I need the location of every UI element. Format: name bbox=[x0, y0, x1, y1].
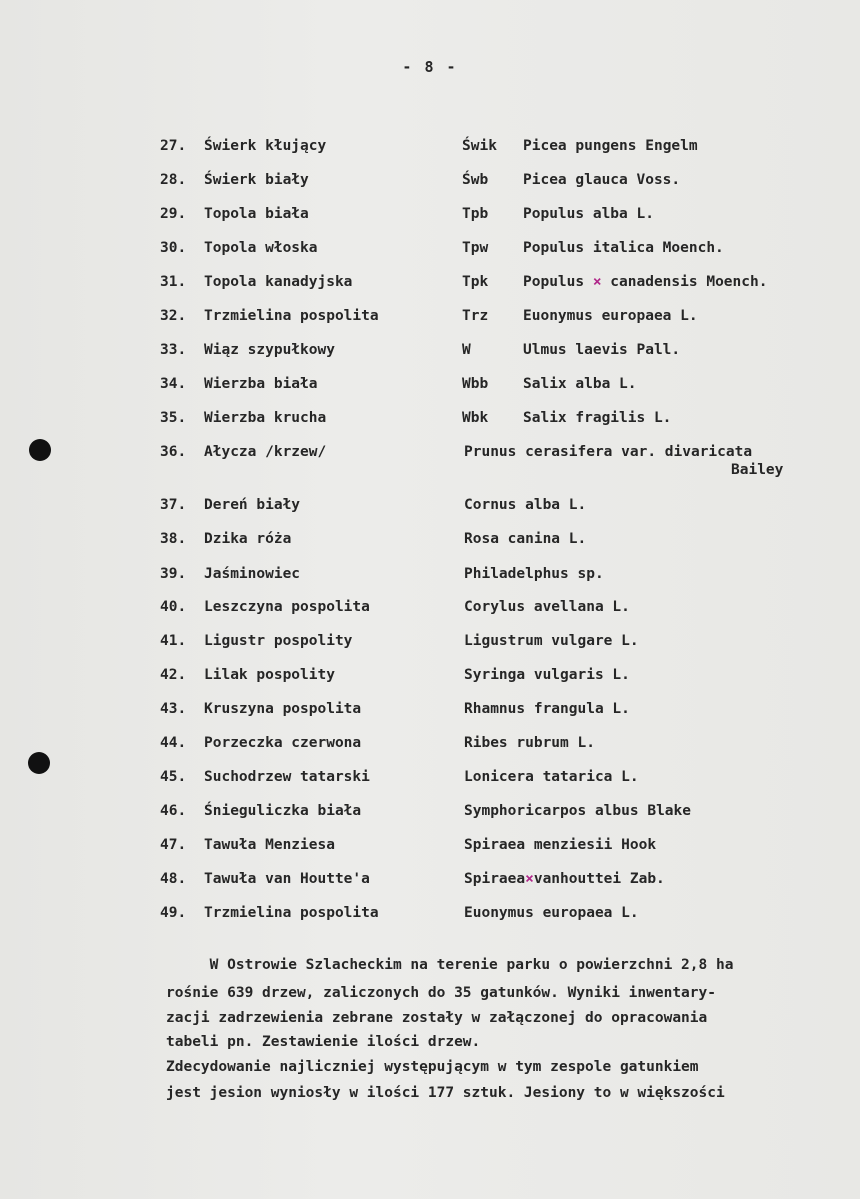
latin-name-author: L. bbox=[612, 769, 639, 785]
species-code: Wbk bbox=[462, 410, 489, 426]
polish-name: Lilak pospolity bbox=[204, 667, 335, 683]
latin-name-author: L. bbox=[568, 735, 595, 751]
latin-name-author: Hook bbox=[612, 837, 657, 853]
species-entry bbox=[160, 905, 840, 929]
species-entry bbox=[160, 342, 840, 366]
polish-name: Topola biała bbox=[204, 206, 309, 222]
entry-number: 29. bbox=[160, 206, 187, 222]
species-entry bbox=[160, 667, 840, 691]
latin-name bbox=[523, 172, 680, 188]
polish-name: Dzika róża bbox=[204, 531, 292, 547]
latin-name bbox=[464, 497, 586, 513]
latin-name bbox=[464, 769, 639, 785]
polish-name: Wierzba krucha bbox=[204, 410, 327, 426]
polish-name: Topola kanadyjska bbox=[204, 274, 353, 290]
species-entry bbox=[160, 308, 840, 332]
latin-name-author: L. bbox=[603, 599, 630, 615]
latin-name-main: Ulmus laevis bbox=[523, 342, 628, 358]
latin-name-main: Syringa vulgaris bbox=[464, 667, 604, 683]
polish-name: Tawuła van Houtte'a bbox=[204, 871, 370, 887]
entry-number: 41. bbox=[160, 633, 187, 649]
latin-name bbox=[464, 566, 604, 582]
polish-name: Topola włoska bbox=[204, 240, 318, 256]
entry-number: 28. bbox=[160, 172, 187, 188]
latin-name bbox=[523, 342, 680, 358]
polish-name: Świerk kłujący bbox=[204, 138, 327, 154]
species-entry bbox=[160, 376, 840, 400]
polish-name: Jaśminowiec bbox=[204, 566, 301, 582]
polish-name: Kruszyna pospolita bbox=[204, 701, 362, 717]
latin-name-main: Philadelphus sp. bbox=[464, 566, 604, 582]
latin-name-main: Populus bbox=[523, 274, 593, 290]
polish-name: Dereń biały bbox=[204, 497, 301, 513]
latin-name-author: L. bbox=[645, 410, 672, 426]
polish-name: Trzmielina pospolita bbox=[204, 308, 379, 324]
latin-name-main: Euonymus europaea bbox=[523, 308, 672, 324]
latin-name bbox=[523, 240, 724, 256]
species-entry bbox=[160, 274, 840, 298]
latin-name bbox=[464, 444, 752, 460]
latin-name bbox=[523, 376, 637, 392]
hybrid-mark: × bbox=[525, 871, 534, 887]
entry-number: 46. bbox=[160, 803, 187, 819]
species-entry bbox=[160, 735, 840, 759]
polish-name: Wierzba biała bbox=[204, 376, 318, 392]
entry-number: 35. bbox=[160, 410, 187, 426]
species-code: Tpw bbox=[462, 240, 489, 256]
species-entry bbox=[160, 633, 840, 657]
entry-number: 45. bbox=[160, 769, 187, 785]
latin-name-main: Populus italica bbox=[523, 240, 654, 256]
latin-name bbox=[523, 138, 698, 154]
paragraph-line: tabeli pn. Zestawienie ilości drzew. bbox=[166, 1034, 481, 1050]
latin-name-author: Blake bbox=[638, 803, 691, 819]
latin-name-author: Pall. bbox=[627, 342, 681, 358]
latin-name bbox=[464, 837, 656, 853]
latin-name-main: Rhamnus frangula bbox=[464, 701, 604, 717]
latin-name bbox=[464, 735, 595, 751]
latin-name-author: L. bbox=[603, 667, 630, 683]
latin-name bbox=[464, 871, 665, 887]
species-entry bbox=[160, 871, 840, 895]
polish-name: Wiąz szypułkowy bbox=[204, 342, 335, 358]
species-entry bbox=[160, 206, 840, 230]
species-entry bbox=[160, 497, 840, 521]
latin-name-author: Engelm bbox=[636, 138, 698, 154]
latin-name-author: L. bbox=[603, 701, 630, 717]
polish-name: Ligustr pospolity bbox=[204, 633, 353, 649]
entry-number: 42. bbox=[160, 667, 187, 683]
entry-number: 43. bbox=[160, 701, 187, 717]
entry-number: 47. bbox=[160, 837, 187, 853]
latin-name bbox=[523, 274, 767, 290]
entry-number: 49. bbox=[160, 905, 187, 921]
latin-name-main: Ribes rubrum bbox=[464, 735, 569, 751]
paragraph-line: Zdecydowanie najliczniej występującym w tym zespole gatunkiem bbox=[166, 1059, 699, 1075]
species-entry bbox=[160, 769, 840, 793]
latin-name-main: Symphoricarpos albus bbox=[464, 803, 639, 819]
polish-name: Świerk biały bbox=[204, 172, 309, 188]
species-code: Świk bbox=[462, 138, 497, 154]
latin-name-main: Picea pungens bbox=[523, 138, 637, 154]
entry-number: 37. bbox=[160, 497, 187, 513]
page-number: - 8 - bbox=[402, 58, 458, 76]
paragraph-line: W Ostrowie Szlacheckim na terenie parku o powierzchni 2,8 ha bbox=[166, 957, 734, 973]
species-entry bbox=[160, 566, 840, 590]
latin-name-main: Picea glauca bbox=[523, 172, 628, 188]
entry-36-latin-continuation: Bailey bbox=[731, 462, 784, 478]
latin-name bbox=[464, 905, 639, 921]
latin-name-author: L. bbox=[560, 497, 587, 513]
latin-name-main: Cornus alba bbox=[464, 497, 561, 513]
polish-name: Tawuła Menziesa bbox=[204, 837, 335, 853]
species-entry bbox=[160, 172, 840, 196]
polish-name: Suchodrzew tatarski bbox=[204, 769, 370, 785]
hybrid-mark: × bbox=[592, 274, 602, 290]
latin-name-author: canadensis Moench. bbox=[601, 274, 768, 290]
entry-number: 48. bbox=[160, 871, 187, 887]
latin-name-author: L. bbox=[612, 633, 639, 649]
species-entry bbox=[160, 701, 840, 725]
paragraph-line: zacji zadrzewienia zebrane zostały w załączonej do opracowania bbox=[166, 1010, 708, 1026]
polish-name: Śnieguliczka biała bbox=[204, 803, 362, 819]
latin-name bbox=[523, 410, 671, 426]
latin-name bbox=[523, 206, 654, 222]
polish-name: Ałycza /krzew/ bbox=[204, 444, 327, 460]
latin-name-author: L. bbox=[671, 308, 698, 324]
species-code: Tpb bbox=[462, 206, 489, 222]
latin-name-main: Salix fragilis bbox=[523, 410, 646, 426]
latin-name-main: Euonymus europaea bbox=[464, 905, 613, 921]
latin-name-author: L. bbox=[612, 905, 639, 921]
species-entry bbox=[160, 410, 840, 434]
species-code: Tpk bbox=[462, 274, 489, 290]
species-code: Wbb bbox=[462, 376, 489, 392]
latin-name-author: L. bbox=[627, 206, 654, 222]
polish-name: Porzeczka czerwona bbox=[204, 735, 362, 751]
species-code: W bbox=[462, 342, 471, 358]
entry-number: 36. bbox=[160, 444, 187, 460]
latin-name-author: L. bbox=[610, 376, 637, 392]
latin-name-author: Voss. bbox=[627, 172, 681, 188]
entry-number: 38. bbox=[160, 531, 187, 547]
latin-name-author: Moench. bbox=[653, 240, 724, 256]
latin-name-main: Lonicera tatarica bbox=[464, 769, 613, 785]
latin-name bbox=[523, 308, 698, 324]
paragraph-line: rośnie 639 drzew, zaliczonych do 35 gatunków. Wyniki inwentary- bbox=[166, 985, 716, 1001]
entry-number: 30. bbox=[160, 240, 187, 256]
species-entry bbox=[160, 138, 840, 162]
latin-name bbox=[464, 803, 691, 819]
punch-hole-top bbox=[29, 439, 51, 461]
polish-name: Trzmielina pospolita bbox=[204, 905, 379, 921]
species-code: Trz bbox=[462, 308, 489, 324]
species-entry bbox=[160, 599, 840, 623]
species-code: Śwb bbox=[462, 172, 489, 188]
latin-name-main: Spiraea bbox=[464, 871, 526, 887]
entry-number: 40. bbox=[160, 599, 187, 615]
species-entry bbox=[160, 803, 840, 827]
latin-name-main: Salix alba bbox=[523, 376, 611, 392]
latin-name-main: Rosa canina bbox=[464, 531, 561, 547]
latin-name-main: Ligustrum vulgare bbox=[464, 633, 613, 649]
latin-name-main: Corylus avellana bbox=[464, 599, 604, 615]
latin-name bbox=[464, 633, 639, 649]
entry-number: 34. bbox=[160, 376, 187, 392]
latin-name-author: vanhouttei Zab. bbox=[533, 871, 665, 887]
entry-number: 44. bbox=[160, 735, 187, 751]
latin-name bbox=[464, 599, 630, 615]
latin-name-author: L. bbox=[560, 531, 587, 547]
species-entry bbox=[160, 240, 840, 264]
species-entry bbox=[160, 837, 840, 861]
entry-number: 39. bbox=[160, 566, 187, 582]
entry-number: 32. bbox=[160, 308, 187, 324]
punch-hole-bottom bbox=[28, 752, 50, 774]
entry-number: 31. bbox=[160, 274, 187, 290]
latin-name bbox=[464, 531, 586, 547]
entry-number: 33. bbox=[160, 342, 187, 358]
paragraph-line: jest jesion wyniosły w ilości 177 sztuk. Jesiony to w większości bbox=[166, 1085, 725, 1101]
latin-name-main: Spiraea menziesii bbox=[464, 837, 613, 853]
species-entry bbox=[160, 531, 840, 555]
latin-name bbox=[464, 701, 630, 717]
latin-name bbox=[464, 667, 630, 683]
entry-number: 27. bbox=[160, 138, 187, 154]
latin-name-main: Prunus cerasifera var. divaricata bbox=[464, 444, 753, 460]
latin-name-main: Populus alba bbox=[523, 206, 628, 222]
polish-name: Leszczyna pospolita bbox=[204, 599, 370, 615]
